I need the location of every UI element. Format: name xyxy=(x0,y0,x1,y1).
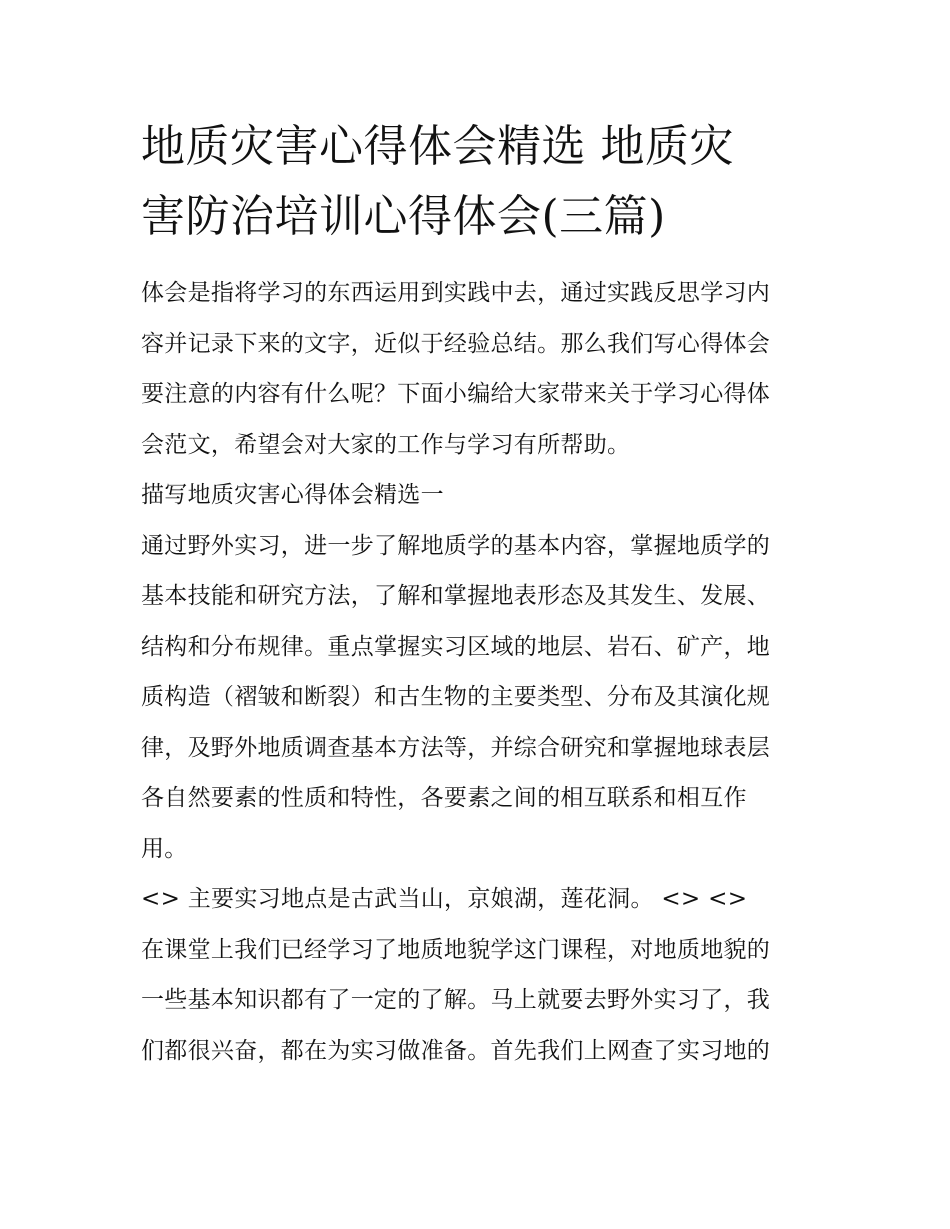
text-line: 律，及野外地质调查基本方法等，并综合研究和掌握地球表层 xyxy=(141,734,771,761)
intro-paragraph xyxy=(141,268,813,470)
document-body xyxy=(141,112,813,1076)
text-line: 体会是指将学习的东西运用到实践中去，通过实践反思学习内 xyxy=(141,280,771,306)
text-line: 结构和分布规律。重点掌握实习区域的地层、岩石、矿产，地 xyxy=(141,633,771,660)
text-line: 各自然要素的性质和特性，各要素之间的相互联系和相互作 xyxy=(141,785,747,811)
text-line: 描写地质灾害心得体会精选一 xyxy=(141,482,444,508)
text-line: 基本技能和研究方法，了解和掌握地表形态及其发生、发展、 xyxy=(141,583,771,609)
text-line: <> 主要实习地点是古武当山，京娘湖，莲花洞。 <> <> xyxy=(141,886,748,912)
text-line: 在课堂上我们已经学习了地质地貌学这门课程，对地质地貌的 xyxy=(141,936,771,963)
title-line: 害防治培训心得体会(三篇) xyxy=(141,191,666,242)
text-line: 容并记录下来的文字，近似于经验总结。那么我们写心得体会 xyxy=(141,330,771,357)
section-heading xyxy=(141,470,813,521)
document-title xyxy=(141,112,813,252)
text-line: 质构造（褶皱和断裂）和古生物的主要类型、分布及其演化规 xyxy=(141,684,771,710)
text-line: 通过野外实习，进一步了解地质学的基本内容，掌握地质学的 xyxy=(141,532,771,559)
text-line: 一些基本知识都有了一定的了解。马上就要去野外实习了，我 xyxy=(141,987,771,1013)
title-line: 地质灾害心得体会精选 地质灾 xyxy=(141,121,734,172)
text-line: 们都很兴奋，都在为实习做准备。首先我们上网查了实习地的 xyxy=(141,1037,771,1064)
paragraph-2 xyxy=(141,925,813,1077)
text-line: 会范文，希望会对大家的工作与学习有所帮助。 xyxy=(141,431,631,458)
text-line: 要注意的内容有什么呢？下面小编给大家带来关于学习心得体 xyxy=(141,381,771,407)
text-line: 用。 xyxy=(141,835,188,862)
locations-line xyxy=(141,874,813,925)
paragraph-1 xyxy=(141,521,813,875)
